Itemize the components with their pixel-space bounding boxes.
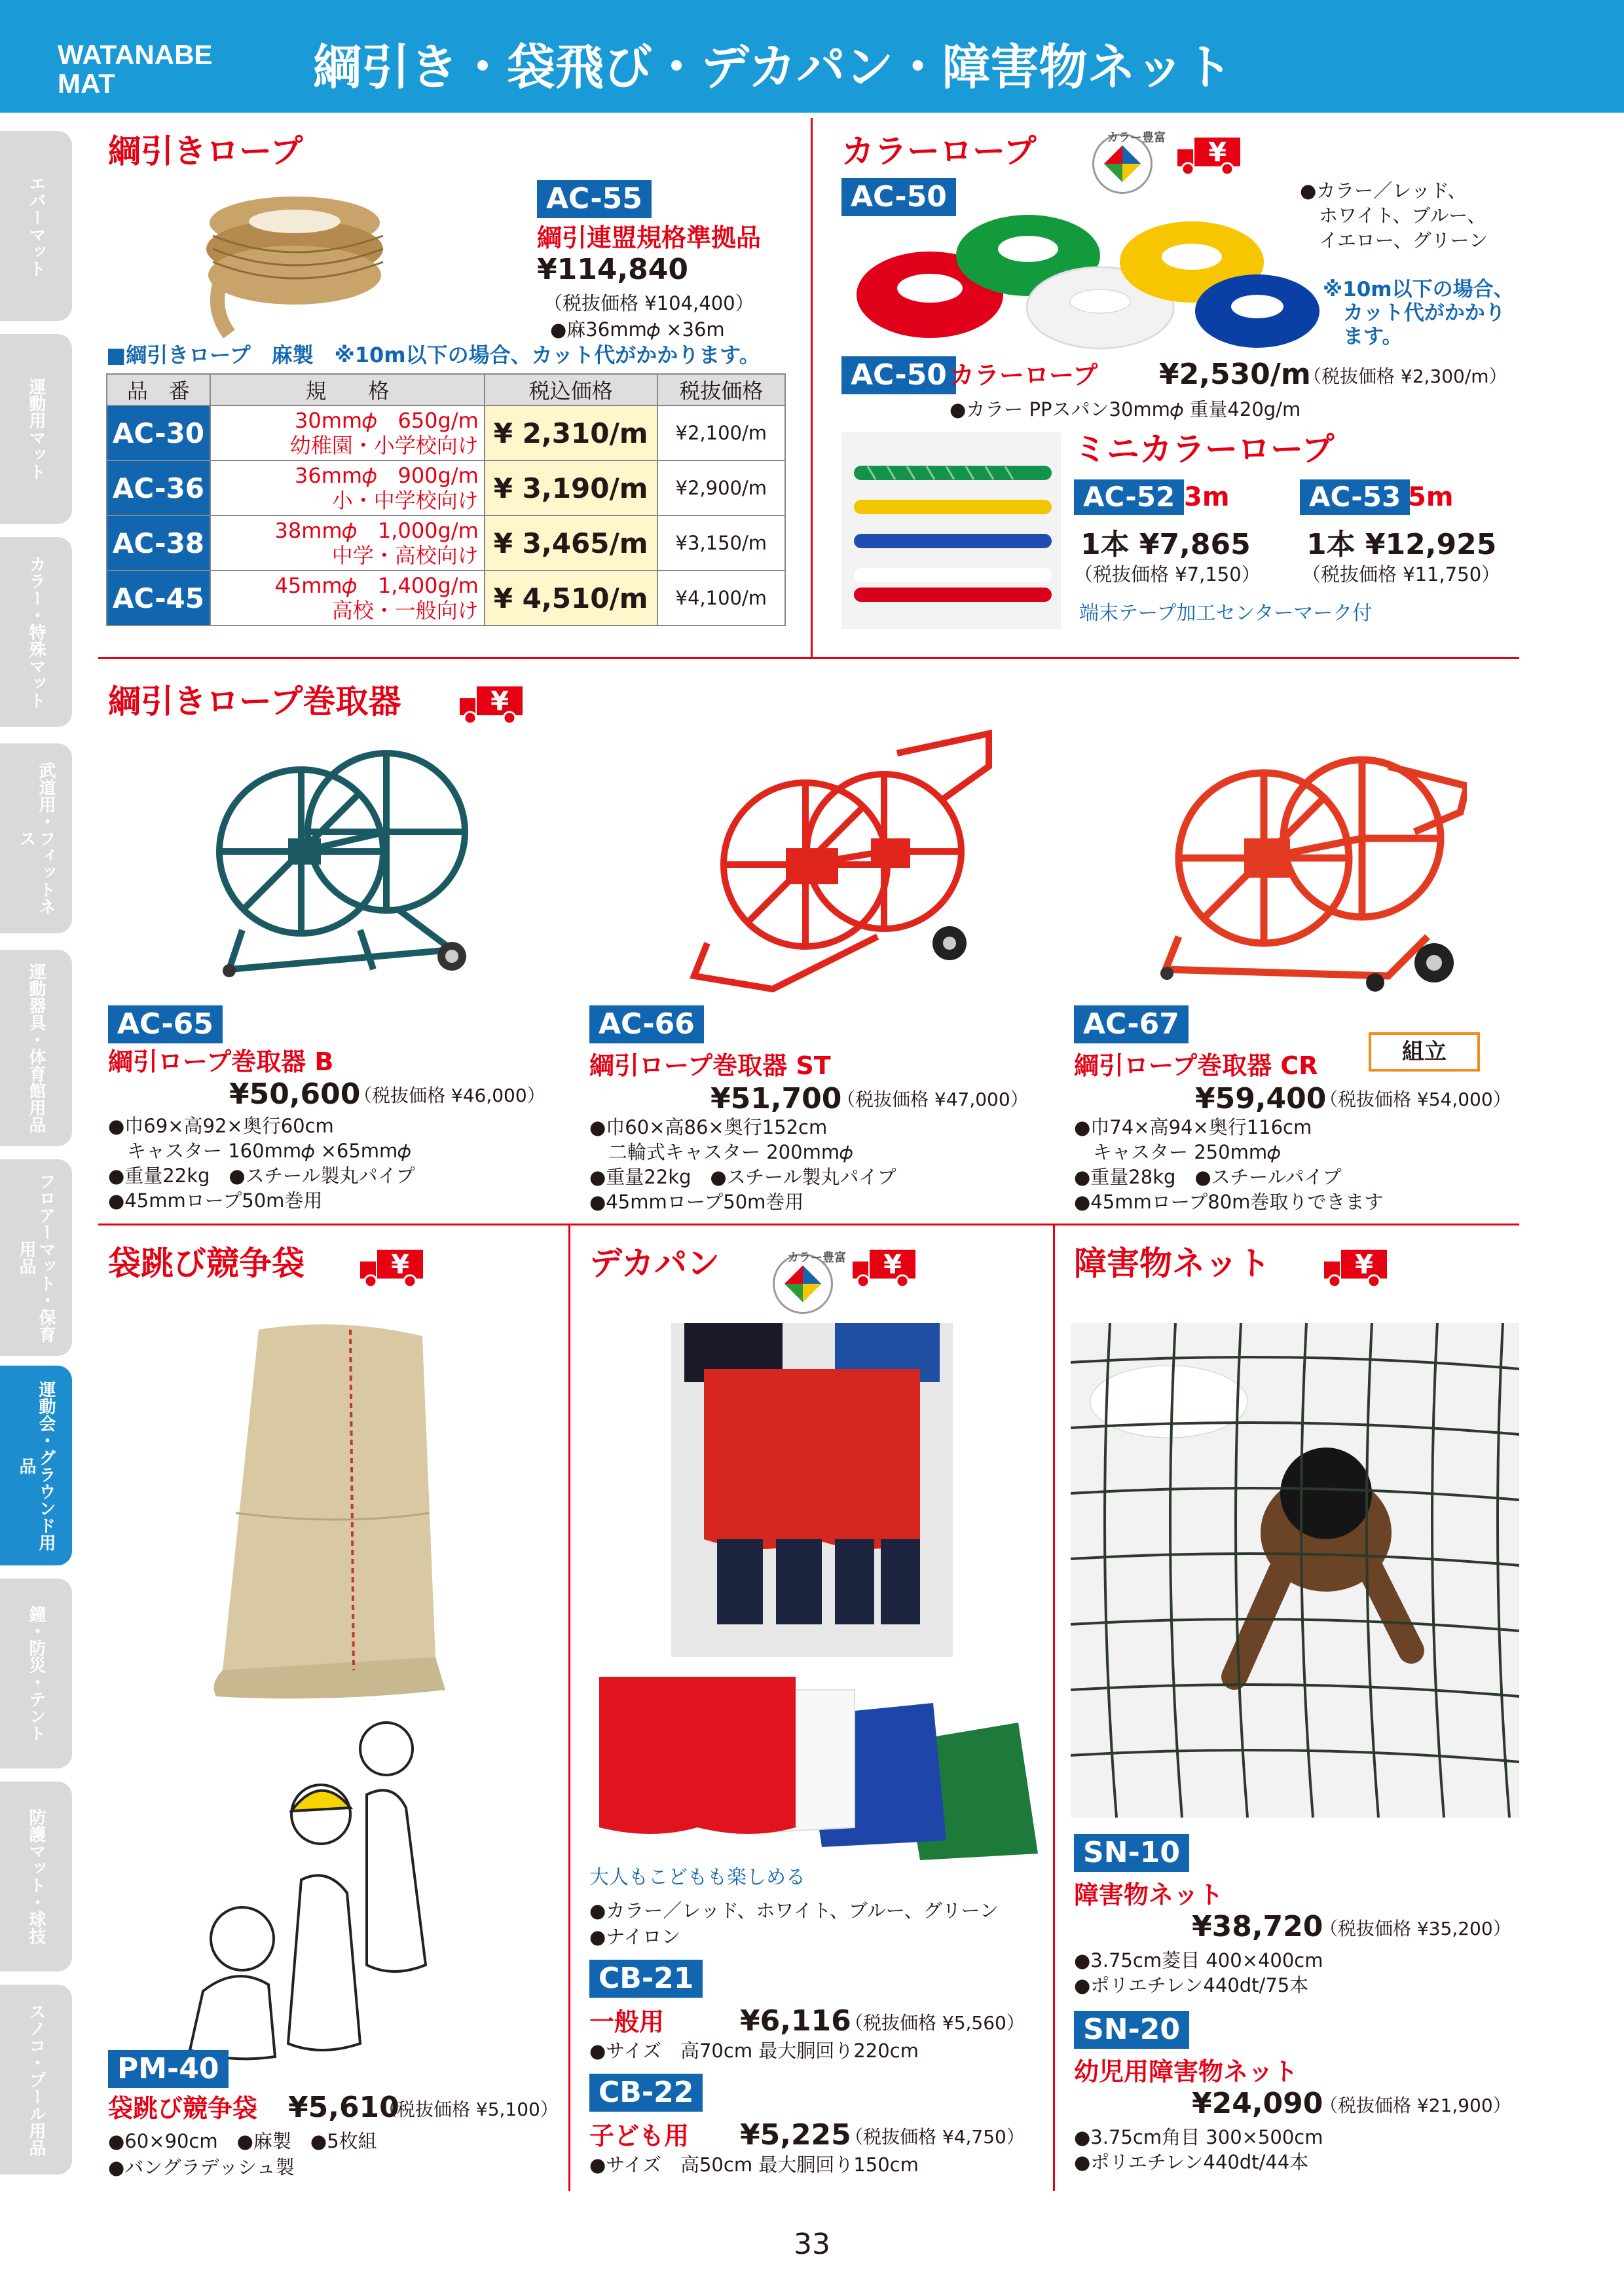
- side-tab-equipment[interactable]: 運動器具・体育館用品: [0, 950, 72, 1146]
- product-tax-price: （税抜価格 ¥104,400）: [544, 292, 754, 314]
- divider: [98, 657, 1519, 659]
- svg-text:¥: ¥: [1355, 1250, 1373, 1280]
- color-options: ホワイト、ブルー、: [1300, 204, 1486, 227]
- page-number: 33: [794, 2228, 830, 2261]
- winder-b-image: [203, 734, 478, 996]
- row-spec-use: 中学・高校向け: [331, 543, 479, 568]
- product-spec: ●3.75cm菱目 400×400cm: [1074, 1949, 1323, 1972]
- product-spec: ●60×90cm ●麻製 ●5枚組: [108, 2130, 377, 2152]
- product-spec: ●カラー／レッド、ホワイト、ブルー、グリーン: [589, 1899, 999, 1922]
- dekapan-colors-image: [593, 1664, 1038, 1867]
- product-name: 綱引ロープ巻取器 B: [108, 1047, 334, 1076]
- row-tax: ¥2,900/m: [657, 460, 785, 515]
- product-tax-price: （税抜価格 ¥5,560）: [845, 2012, 1025, 2034]
- color-rope-image: [851, 196, 1323, 354]
- row-tax: ¥2,100/m: [657, 405, 785, 460]
- delivery-truck-icon: [1323, 1247, 1388, 1288]
- divider: [811, 118, 813, 659]
- product-spec: ●3.75cm角目 300×500cm: [1074, 2126, 1323, 2148]
- product-code: CB-22: [589, 2074, 703, 2112]
- product-subtitle: 綱引連盟規格準拠品: [537, 223, 762, 252]
- product-name: カラーロープ: [950, 361, 1098, 390]
- sack-image: [196, 1317, 485, 1703]
- product-tax-price: （税抜価格 ¥5,100）: [378, 2099, 559, 2120]
- side-tab-field-day[interactable]: 運動会・グラウンド用品: [0, 1366, 72, 1565]
- delivery-truck-icon: [851, 1247, 917, 1288]
- product-spec: ●サイズ 高50cm 最大胴回り150cm: [589, 2154, 919, 2176]
- product-code: AC-55: [537, 180, 652, 218]
- divider: [98, 1224, 1519, 1225]
- product-spec: ●カラー PPスパン30mm𝜙 重量420g/m: [950, 398, 1301, 420]
- product-name: 綱引ロープ巻取器 ST: [589, 1051, 831, 1080]
- table-caption: ■綱引きロープ 麻製 ※10m以下の場合、カット代がかかります。: [106, 343, 760, 367]
- row-spec: 38mm𝜙 1,000g/m: [274, 518, 479, 543]
- product-name: 子ども用: [589, 2121, 690, 2150]
- product-name: 障害物ネット: [1074, 1880, 1224, 1909]
- row-spec: 45mm𝜙 1,400g/m: [274, 573, 479, 598]
- section-title-sack: 袋跳び競争袋: [108, 1244, 304, 1282]
- product-length: 3m: [1184, 482, 1230, 512]
- product-tax-price: （税抜価格 ¥7,150）: [1074, 563, 1261, 586]
- product-tax-price: （税抜価格 ¥21,900）: [1320, 2095, 1511, 2116]
- row-price: ¥ 4,510/m: [485, 570, 657, 626]
- product-spec: ●バングラデッシュ製: [108, 2156, 295, 2178]
- product-price: 1本 ¥12,925: [1306, 528, 1497, 561]
- divider: [1053, 1225, 1055, 2191]
- mini-rope-image: [841, 432, 1061, 629]
- table-header: 税込価格: [485, 374, 657, 405]
- winder-st-image: [681, 727, 995, 1002]
- product-code: CB-21: [589, 1960, 703, 1998]
- product-code: AC-52: [1074, 479, 1184, 515]
- product-tax-price: （税抜価格 ¥54,000）: [1320, 1089, 1511, 1110]
- product-tax-price: （税抜価格 ¥35,200）: [1320, 1918, 1511, 1939]
- product-spec: ●ポリエチレン440dt/44本: [1074, 2151, 1309, 2173]
- color-diamond-icon: [1103, 144, 1142, 183]
- side-tab-floor-mat[interactable]: フロアーマット・保育用品: [0, 1159, 72, 1356]
- product-price: ¥6,116: [740, 2004, 851, 2038]
- obstacle-net-photo: [1071, 1323, 1519, 1818]
- tug-rope-image: [196, 177, 393, 341]
- row-price: ¥ 3,190/m: [485, 460, 657, 515]
- table-header: 税抜価格: [657, 374, 785, 405]
- row-code: AC-45: [107, 570, 210, 626]
- section-title-dekapan: デカパン: [589, 1244, 720, 1282]
- side-tab-protection[interactable]: 防護マット・球技: [0, 1782, 72, 1972]
- section-title-mini-rope: ミニカラーロープ: [1074, 430, 1335, 468]
- product-spec: キャスター 160mm𝜙 ×65mm𝜙: [108, 1140, 411, 1162]
- product-name: 綱引ロープ巻取器 CR: [1074, 1051, 1318, 1080]
- product-price: ¥5,225: [740, 2118, 851, 2152]
- row-code: AC-30: [107, 405, 210, 460]
- side-tab-bell-tent[interactable]: 鐘・防災・テント: [0, 1579, 72, 1768]
- product-name: 幼児用障害物ネット: [1074, 2057, 1299, 2086]
- row-spec-use: 幼稚園・小学校向け: [289, 433, 479, 458]
- product-tax-price: （税抜価格 ¥2,300/m）: [1303, 365, 1507, 387]
- row-spec-use: 高校・一般向け: [331, 598, 479, 623]
- brand-logo: WATANABE MAT: [58, 39, 213, 99]
- row-tax: ¥3,150/m: [657, 515, 785, 570]
- cut-fee-note: ※10m以下の場合、: [1323, 278, 1514, 301]
- product-code: AC-66: [589, 1005, 704, 1043]
- color-options: イエロー、グリーン: [1300, 229, 1488, 252]
- product-name: 袋跳び競争袋: [108, 2094, 258, 2123]
- product-code: AC-67: [1074, 1005, 1189, 1043]
- sack-race-illustration: [170, 1703, 458, 2070]
- table-row: [107, 515, 785, 570]
- assembly-badge: 組立: [1369, 1032, 1480, 1072]
- section-title-net: 障害物ネット: [1074, 1244, 1270, 1282]
- winder-cr-image: [1153, 727, 1467, 1002]
- product-spec: ●重量28kg ●スチールパイプ: [1074, 1166, 1342, 1188]
- row-price: ¥ 3,465/m: [485, 515, 657, 570]
- row-price: ¥ 2,310/m: [485, 405, 657, 460]
- row-code: AC-36: [107, 460, 210, 515]
- product-price: 1本 ¥7,865: [1080, 528, 1251, 561]
- product-price: ¥38,720: [1192, 1910, 1323, 1943]
- product-name: 一般用: [589, 2008, 665, 2036]
- product-price: ¥51,700: [710, 1082, 842, 1115]
- product-price: ¥5,610: [288, 2091, 399, 2124]
- dekapan-catchphrase: 大人もこどもも楽しめる: [589, 1866, 805, 1889]
- product-spec: ●巾69×高92×奥行60cm: [108, 1115, 334, 1137]
- cut-fee-note: ます。: [1323, 325, 1403, 348]
- delivery-truck-icon: [1176, 135, 1242, 176]
- product-spec: ●ポリエチレン440dt/75本: [1074, 1974, 1309, 1996]
- row-spec: 36mm𝜙 900g/m: [295, 463, 479, 488]
- product-code: AC-50: [841, 178, 956, 216]
- section-title-winder: 綱引きロープ巻取器: [108, 682, 401, 720]
- side-tab-sports-mat[interactable]: 運動用マット: [0, 334, 72, 524]
- product-spec: キャスター 250mm𝜙: [1074, 1141, 1281, 1163]
- product-spec: ●サイズ 高70cm 最大胴回り220cm: [589, 2040, 919, 2062]
- table-header: 品 番: [107, 374, 210, 405]
- product-spec: ●45mmロープ80m巻取りできます: [1074, 1191, 1384, 1213]
- page-title: 綱引き・袋飛び・デカパン・障害物ネット: [313, 39, 1233, 96]
- side-tab-evermat[interactable]: エバーマット: [0, 131, 72, 321]
- table-row: [107, 570, 785, 626]
- product-price: ¥24,090: [1192, 2087, 1323, 2120]
- table-header: 規 格: [210, 374, 485, 405]
- product-spec: 二輪式キャスター 200mm𝜙: [589, 1141, 853, 1163]
- product-price: ¥114,840: [537, 253, 689, 286]
- dekapan-photo: [671, 1323, 953, 1657]
- tug-rope-spec-table: [106, 373, 786, 626]
- side-tab-color-mat[interactable]: カラー・特殊マット: [0, 537, 72, 727]
- product-code: SN-20: [1074, 2011, 1189, 2049]
- product-length: 5m: [1408, 482, 1454, 512]
- side-tab-sunoko[interactable]: スノコ・プール用品: [0, 1985, 72, 2175]
- product-spec: ●重量22kg ●スチール製丸パイプ: [589, 1166, 896, 1188]
- row-spec-use: 小・中学校向け: [331, 488, 479, 513]
- product-spec: ●麻36mm𝜙 ×36m: [550, 318, 725, 341]
- delivery-truck-icon: [359, 1247, 424, 1288]
- section-title-color-rope: カラーロープ: [841, 132, 1037, 170]
- product-tax-price: （税抜価格 ¥47,000）: [837, 1089, 1029, 1110]
- product-code: SN-10: [1074, 1834, 1189, 1872]
- table-row: [107, 460, 785, 515]
- product-spec: ●巾74×高94×奥行116cm: [1074, 1116, 1312, 1138]
- product-spec: ●重量22kg ●スチール製丸パイプ: [108, 1165, 415, 1187]
- product-tax-price: （税抜価格 ¥46,000）: [354, 1085, 545, 1106]
- product-code: PM-40: [108, 2050, 229, 2088]
- product-code: AC-65: [108, 1005, 223, 1043]
- row-spec: 30mm𝜙 650g/m: [295, 408, 479, 433]
- product-tax-price: （税抜価格 ¥11,750）: [1302, 563, 1501, 586]
- product-spec: ●ナイロン: [589, 1926, 681, 1948]
- svg-text:¥: ¥: [490, 686, 509, 717]
- side-tab-budo[interactable]: 武道用・フィットネス: [0, 743, 72, 933]
- section-title-tug-rope: 綱引きロープ: [108, 132, 303, 170]
- product-note: 端末テープ加工センターマーク付: [1079, 602, 1373, 625]
- color-variety-badge-label: カラー豊富: [787, 1251, 846, 1265]
- cut-fee-note: カット代がかかり: [1323, 301, 1505, 325]
- svg-text:¥: ¥: [1208, 138, 1227, 168]
- product-spec: ●45mmロープ50m巻用: [589, 1191, 804, 1213]
- svg-text:¥: ¥: [883, 1250, 902, 1280]
- product-code: AC-50: [841, 356, 956, 394]
- product-tax-price: （税抜価格 ¥4,750）: [845, 2126, 1025, 2148]
- table-row: [107, 405, 785, 460]
- product-price: ¥50,600: [229, 1077, 361, 1111]
- product-spec: ●巾60×高86×奥行152cm: [589, 1116, 828, 1138]
- row-code: AC-38: [107, 515, 210, 570]
- delivery-truck-icon: [458, 684, 524, 724]
- color-options: ●カラー／レッド、: [1300, 179, 1467, 202]
- color-variety-badge-label: カラー豊富: [1107, 131, 1166, 145]
- color-diamond-icon: [783, 1264, 822, 1303]
- product-price: ¥2,530/m: [1159, 358, 1311, 391]
- product-price: ¥59,400: [1195, 1082, 1327, 1115]
- divider: [568, 1225, 570, 2191]
- row-tax: ¥4,100/m: [657, 570, 785, 626]
- product-spec: ●45mmロープ50m巻用: [108, 1189, 323, 1212]
- product-code: AC-53: [1300, 479, 1410, 515]
- svg-text:¥: ¥: [391, 1250, 409, 1280]
